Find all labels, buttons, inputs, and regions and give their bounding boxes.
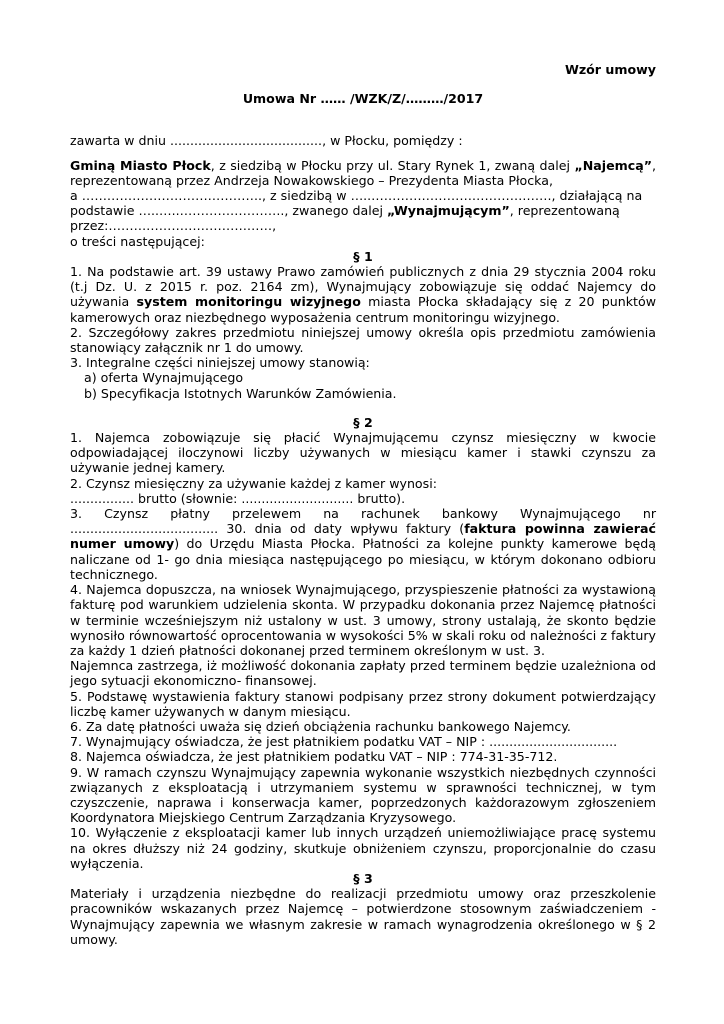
section-3-title: § 3 <box>353 870 373 886</box>
s1-item-a: a) oferta Wynajmującego <box>84 370 244 386</box>
s2-paragraph-6: 6. Za datę płatności uważa się dzień obciążenia rachunku bankowego Najemcy. <box>70 718 571 734</box>
s1-item-b: b) Specyfikacja Istotnych Warunków Zamówienia. <box>84 385 397 401</box>
section-1-title: § 1 <box>353 248 373 264</box>
podstawie-end: , reprezentowaną <box>509 203 620 219</box>
section-2-title: § 2 <box>353 414 373 430</box>
najemca-label: „Najemcą” <box>574 157 652 173</box>
s2-paragraph-4b: Najemnca zastrzega, iż możliwość dokonania zapłaty przed terminem będzie uzależniona od jego sytuacji ekonomiczno- finansowej. <box>70 658 656 689</box>
podstawie-text: podstawie …..…..……………………., zwanego dalej <box>70 203 387 219</box>
intro-date-line: zawarta w dniu ......................................, w Płocku, pomiędzy : <box>70 133 463 149</box>
gmina-representative: , reprezentowaną przez Andrzeja Nowakowskiego – Prezydenta Miasta Płocka, <box>70 157 656 188</box>
intro-line-tresci: o treści następującej: <box>70 233 205 249</box>
contract-document <box>70 62 656 947</box>
s2-paragraph-2: 2. Czynsz miesięczny za używanie każdej z kamer wynosi: <box>70 475 437 491</box>
intro-line-podstawie <box>70 203 656 218</box>
template-label: Wzór umowy <box>564 62 656 77</box>
s1-p1-bold: system monitoringu wizyjnego <box>136 294 361 310</box>
s1-paragraph-1 <box>70 264 656 325</box>
s2-paragraph-8: 8. Najemca oświadcza, że jest płatnikiem podatku VAT – NIP : 774-31-35-712. <box>70 749 558 765</box>
gmina-name: Gminą Miasto Płock <box>70 157 211 173</box>
gmina-text: , z siedzibą w Płocku przy ul. Stary Rynek 1, zwaną dalej <box>210 157 575 173</box>
s2-paragraph-3 <box>70 506 656 582</box>
s2-paragraph-1: 1. Najemca zobowiązuje się płacić Wynajmującemu czynsz miesięczny w kwocie odpowiadającej iloczynowi liczby używanych w miesiącu kamer i stawki czynszu za używanie jednej kamery. <box>70 430 656 476</box>
wynajmujacy-label: „Wynajmującym” <box>386 203 510 219</box>
intro-line-przez: przez:…………………………………, <box>70 218 277 234</box>
s2-paragraph-2b: ................ brutto (słownie: ............................ brutto). <box>70 490 406 506</box>
s1-p1-text-b: miasta Płocka składający się z 20 punktów kamerowych oraz niezbędnego wyposażenia centrum monitoringu wizyjnego. <box>70 294 656 325</box>
s3-paragraph-1: Materiały i urządzenia niezbędne do realizacji przedmiotu umowy oraz przeszkolenie pracowników wskazanych przez Najemcę – potwierdzone stosownym zaświadczeniem - Wynajmujący zapewnia we własnym zakresie w ramach wynagrodzenia określonego w § 2 umowy. <box>70 886 656 947</box>
s2-p3-bold: faktura powinna zawierać numer umowy <box>70 521 656 552</box>
s1-paragraph-3: 3. Integralne części niniejszej umowy stanowią: <box>70 355 370 371</box>
s2-paragraph-4: 4. Najemca dopuszcza, na wniosek Wynajmującego, przyspieszenie płatności za wystawioną fakturę pod warunkiem udzielenia skonta. W przypadku dokonania przez Najemcę płatności w terminie wcześniejszym niż ustalony w ust. 3 umowy, strony ustalają, że skonto będzie wynosiło równowartość oprocentowania w wysokości 5% w skali roku od należności z faktury za każdy 1 dzień płatności dokonanej przed terminem określonym w ust. 3. <box>70 582 656 658</box>
contract-title: Umowa Nr …… /WZK/Z/………/2017 <box>242 91 484 107</box>
s1-p1-text-a: 1. Na podstawie art. 39 ustawy Prawo zamówień publicznych z dnia 29 stycznia 2004 roku (t.j Dz. U. z 2015 r. poz. 2164 zm), Wynajmujący zobowiązuje się oddać Najemcy do używania <box>70 264 656 310</box>
intro-line-a: a ……………………………………., z siedzibą w …..……………………………………., działającą na <box>70 188 643 204</box>
s2-paragraph-10: 10. Wyłączenie z eksploatacji kamer lub innych urządzeń uniemożliwiające pracę systemu na okres dłuższy niż 24 godziny, skutkuje obniżeniem czynszu, proporcjonalnie do czasu wyłączenia. <box>70 825 656 871</box>
s2-p3-text-b: ) do Urzędu Miasta Płocka. Płatności za kolejne punkty kamerowe będą naliczane od 1- go dnia miesiąca następującego po miesiącu, w którym dokonano odbioru technicznego. <box>70 536 656 582</box>
s2-paragraph-7: 7. Wynajmujący oświadcza, że jest płatnikiem podatku VAT – NIP : ................................ <box>70 734 618 750</box>
s2-paragraph-5: 5. Podstawę wystawienia faktury stanowi podpisany przez strony dokument potwierdzający liczbę kamer używanych w danym miesiącu. <box>70 688 656 719</box>
s2-p3-text-a: 3. Czynsz płatny przelewem na rachunek bankowy Wynajmującego nr ..................................... 30. dnia od daty wpływu faktury ( <box>70 506 656 537</box>
s1-paragraph-2: 2. Szczegółowy zakres przedmiotu niniejszej umowy określa opis przedmiotu zamówienia stanowiący załącznik nr 1 do umowy. <box>70 324 656 356</box>
intro-parties-paragraph <box>70 158 656 188</box>
s2-paragraph-9: 9. W ramach czynszu Wynajmujący zapewnia wykonanie wszystkich niezbędnych czynności związanych z eksploatacją i utrzymaniem systemu w sprawności technicznej, w tym czyszczenie, naprawa i konserwacja kamer, poprzedzonych każdorazowym zgłoszeniem Koordynatora Miejskiego Centrum Zarządzania Kryzysowego. <box>70 764 656 826</box>
